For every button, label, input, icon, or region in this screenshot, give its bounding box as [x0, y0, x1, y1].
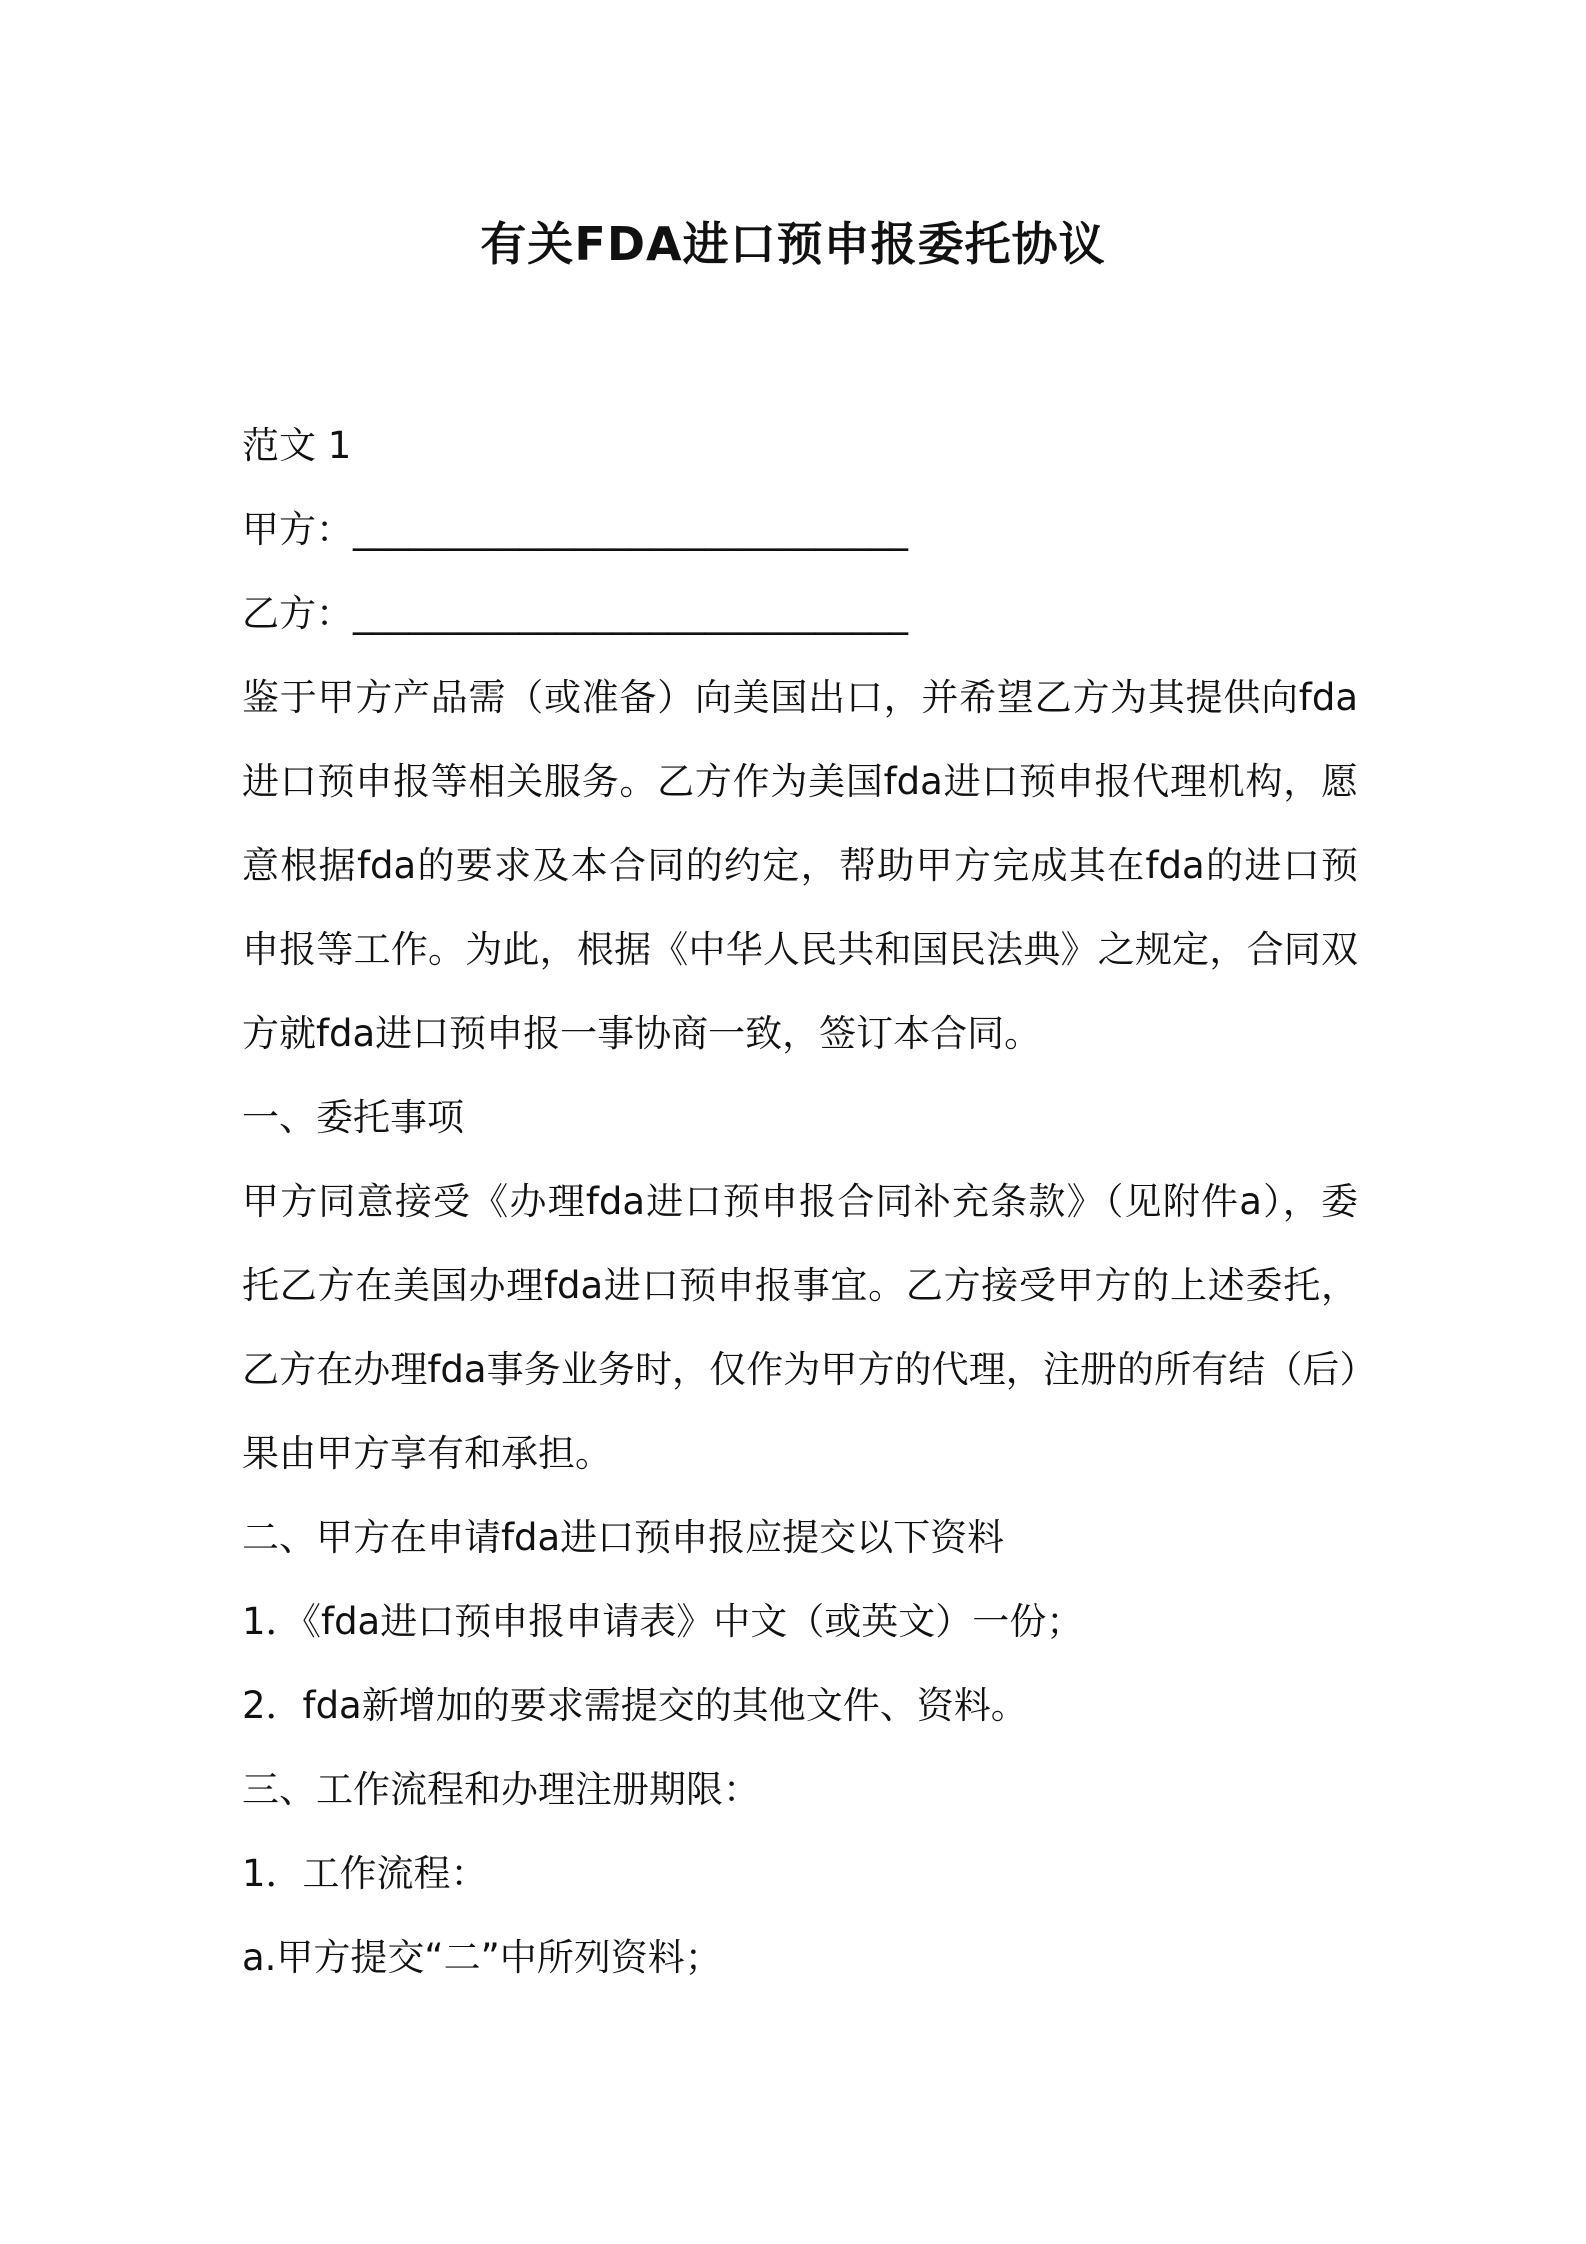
preamble-paragraph: 鉴于甲方产品需（或准备）向美国出口，并希望乙方为其提供向fda进口预申报等相关服务。乙方作为美国fda进口预申报代理机构，愿意根据fda的要求及本合同的约定，帮助甲方完成其在fda的进口预申报等工作。为此，根据《中华人民共和国民法典》之规定，合同双方就fda进口预申报一事协商一致，签订本合同。: [242, 676, 1358, 1055]
section-2-heading: 二、甲方在申请fda进口预申报应提交以下资料: [242, 1516, 1005, 1559]
document-body: [242, 404, 1358, 2000]
section-2-item-2: 2．fda新增加的要求需提交的其他文件、资料。: [242, 1684, 1028, 1727]
party-a-line: 甲方：______________________________: [242, 508, 908, 551]
section-3-item-1: 1．工作流程：: [242, 1852, 488, 1895]
section-3-heading: 三、工作流程和办理注册期限：: [242, 1768, 760, 1811]
section-3-item-1a: a.甲方提交“二”中所列资料；: [242, 1936, 722, 1979]
section-2-item-1: 1．《fda进口预申报申请表》中文（或英文）一份；: [242, 1600, 1084, 1643]
section-1-heading: 一、委托事项: [242, 1096, 464, 1139]
section-1-body: 甲方同意接受《办理fda进口预申报合同补充条款》（见附件a），委托乙方在美国办理fda进口预申报事宜。乙方接受甲方的上述委托，乙方在办理fda事务业务时，仅作为甲方的代理，注册的所有结（后）果由甲方享有和承担。: [242, 1180, 1358, 1475]
party-b-line: 乙方：______________________________: [242, 592, 908, 635]
document-title: 有关FDA进口预申报委托协议: [480, 217, 1106, 271]
sample-label: 范文 1: [242, 424, 352, 467]
